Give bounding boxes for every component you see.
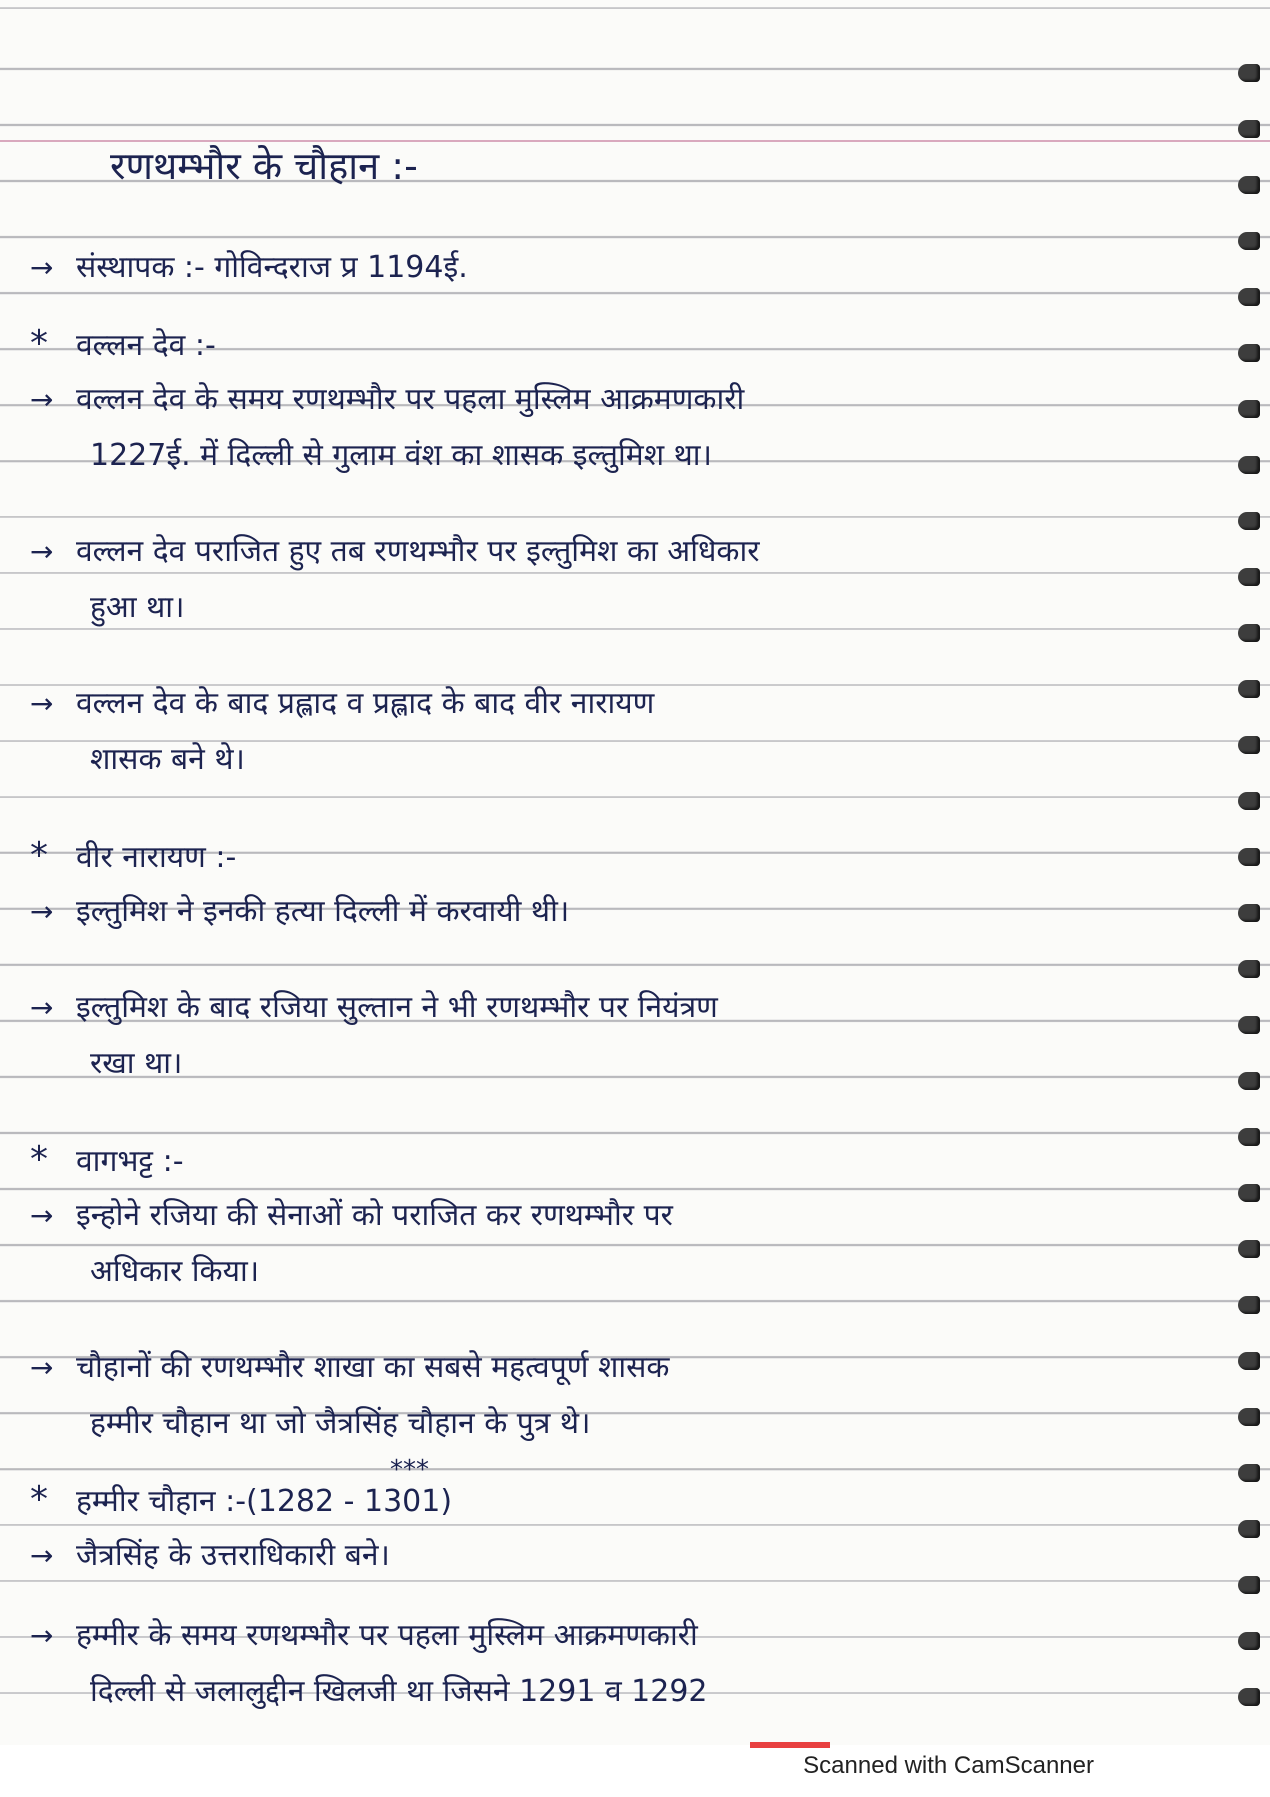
arrow-icon: → — [30, 383, 54, 416]
spiral-hole — [1238, 624, 1260, 642]
spiral-hole — [1238, 1016, 1260, 1034]
spiral-hole — [1238, 1464, 1260, 1482]
spiral-hole — [1238, 1520, 1260, 1538]
spiral-hole — [1238, 1072, 1260, 1090]
spiral-hole — [1238, 904, 1260, 922]
red-mark — [750, 1742, 830, 1748]
veer-point-2-cont: रखा था। — [90, 1046, 183, 1081]
spiral-hole — [1238, 848, 1260, 866]
spiral-hole — [1238, 1240, 1260, 1258]
arrow-icon: → — [30, 1351, 54, 1384]
page-heading: रणथम्भौर के चौहान :- — [110, 144, 418, 188]
spiral-hole — [1238, 288, 1260, 306]
spiral-hole — [1238, 120, 1260, 138]
spiral-hole — [1238, 512, 1260, 530]
vallan-point-3: → वल्लन देव के बाद प्रह्लाद व प्रह्लाद के बाद वीर नारायण — [30, 676, 1180, 732]
spiral-hole — [1238, 64, 1260, 82]
spiral-hole — [1238, 1408, 1260, 1426]
spiral-hole — [1238, 1632, 1260, 1650]
star-icon: * — [30, 1479, 48, 1520]
vallan-point-1-cont: 1227ई. में दिल्ली से गुलाम वंश का शासक इल्तुमिश था। — [90, 438, 712, 473]
vagbhatt-point-1: → इन्होने रजिया की सेनाओं को पराजित कर रणथम्भौर पर — [30, 1188, 1180, 1244]
vagbhatt-point-1-cont: अधिकार किया। — [90, 1254, 260, 1289]
section-title-hammir: * हम्मीर चौहान :-(1282 - 1301) *** — [30, 1472, 1180, 1530]
spiral-hole — [1238, 1296, 1260, 1314]
spiral-hole — [1238, 736, 1260, 754]
vallan-point-2: → वल्लन देव पराजित हुए तब रणथम्भौर पर इल्तुमिश का अधिकार — [30, 524, 1180, 580]
star-icon: * — [30, 835, 48, 876]
arrow-icon: → — [30, 1619, 54, 1652]
vallan-point-1: → वल्लन देव के समय रणथम्भौर पर पहला मुस्लिम आक्रमणकारी — [30, 372, 1180, 428]
vallan-point-2-cont: हुआ था। — [90, 590, 185, 625]
arrow-icon: → — [30, 251, 54, 284]
spiral-hole — [1238, 400, 1260, 418]
spiral-hole — [1238, 1184, 1260, 1202]
hammir-point-2: → हम्मीर के समय रणथम्भौर पर पहला मुस्लिम आक्रमणकारी — [30, 1608, 1180, 1664]
veer-point-2: → इल्तुमिश के बाद रजिया सुल्तान ने भी रणथम्भौर पर नियंत्रण — [30, 980, 1180, 1036]
spiral-hole — [1238, 792, 1260, 810]
spiral-hole — [1238, 568, 1260, 586]
star-icon: * — [30, 1139, 48, 1180]
hammir-point-2-cont: दिल्ली से जलालुद्दीन खिलजी था जिसने 1291 व 1292 — [90, 1674, 708, 1709]
spiral-hole — [1238, 1688, 1260, 1706]
spiral-hole — [1238, 344, 1260, 362]
spiral-hole — [1238, 1576, 1260, 1594]
spiral-hole — [1238, 1352, 1260, 1370]
spiral-hole — [1238, 456, 1260, 474]
arrow-icon: → — [30, 1199, 54, 1232]
founder-text: संस्थापक :- गोविन्दराज प्र 1194ई. — [76, 250, 468, 285]
hammir-point-1: → जैत्रसिंह के उत्तराधिकारी बने। — [30, 1528, 1180, 1584]
scanner-watermark: Scanned with CamScanner — [803, 1752, 1094, 1779]
vallan-point-3-cont: शासक बने थे। — [90, 742, 245, 777]
spiral-hole — [1238, 1128, 1260, 1146]
arrow-icon: → — [30, 991, 54, 1024]
star-icon: * — [30, 323, 48, 364]
arrow-icon: → — [30, 535, 54, 568]
spiral-hole — [1238, 960, 1260, 978]
founder-line — [30, 240, 1180, 296]
spiral-hole — [1238, 232, 1260, 250]
section-title-vagbhatt: * वागभट्ट :- — [30, 1132, 1180, 1190]
spiral-binding — [1210, 0, 1270, 1797]
arrow-icon: → — [30, 895, 54, 928]
section-title-veer-narayan: * वीर नारायण :- — [30, 828, 1180, 886]
arrow-icon: → — [30, 1539, 54, 1572]
arrow-icon: → — [30, 687, 54, 720]
spiral-hole — [1238, 680, 1260, 698]
vagbhatt-point-2-cont: हम्मीर चौहान था जो जैत्रसिंह चौहान के पुत्र थे। — [90, 1406, 591, 1441]
vagbhatt-point-2: → चौहानों की रणथम्भौर शाखा का सबसे महत्वपूर्ण शासक — [30, 1340, 1180, 1396]
veer-point-1: → इल्तुमिश ने इनकी हत्या दिल्ली में करवायी थी। — [30, 884, 1180, 940]
importance-stars: *** — [390, 1455, 429, 1485]
section-title-vallan-dev: * वल्लन देव :- — [30, 316, 1180, 374]
